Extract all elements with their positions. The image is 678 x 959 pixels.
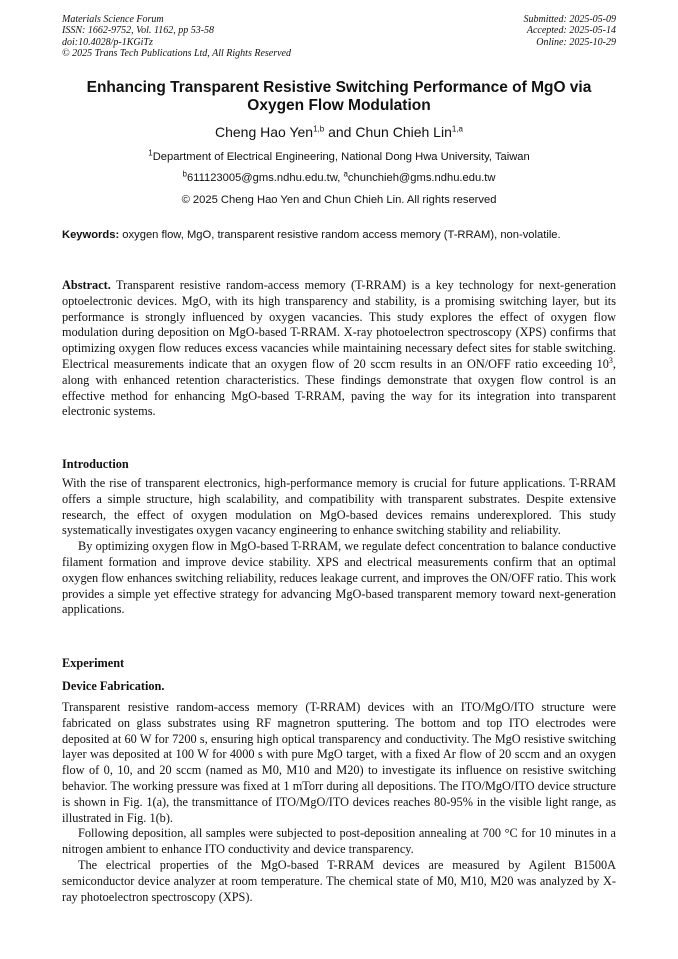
keywords-label: Keywords: bbox=[62, 229, 120, 241]
author-emails bbox=[62, 171, 616, 185]
paragraph: Following deposition, all samples were subjected to post-deposition annealing at 700 °C for 10 minutes in a nitrogen ambient to enhance ITO conductivity and device transparency. bbox=[62, 826, 616, 857]
paragraph: Transparent resistive random-access memory (T-RRAM) devices with an ITO/MgO/ITO structure were fabricated on glass substrates using RF magnetron sputtering. The bottom and top ITO electrodes were deposited at 60 W for 7200 s, ensuring high optical transparency and conductivity. The MgO resistive switching layer was deposited at 100 W for 4000 s with pure MgO target, with a fixed Ar flow of 20 sccm and an oxygen flow of 0, 10, and 20 sccm (named as M0, M10 and M20) to investigate its influence on resistive switching behavior. The working pressure was fixed at 1 mTorr during all depositions. The ITO/MgO/ITO device structure is shown in Fig. 1(a), the transmittance of ITO/MgO/ITO devices reaches 80-95% in the visible light range, as illustrated in Fig. 1(b). bbox=[62, 700, 616, 825]
author-1: Cheng Hao Yen bbox=[215, 124, 314, 140]
affiliation-text: Department of Electrical Engineering, National Dong Hwa University, Taiwan bbox=[152, 151, 530, 163]
author-conjunction: and bbox=[324, 124, 356, 140]
affiliation bbox=[62, 150, 616, 164]
abstract bbox=[62, 278, 616, 420]
abstract-text-2: , along with enhanced retention characteristics. These findings demonstrate that oxygen flow control is an effective method for enhancing MgO-based T-RRAM, paving the way for its integration into transparent electronic systems. bbox=[62, 356, 616, 419]
abstract-superscript: 3 bbox=[608, 355, 613, 365]
device-fabrication-heading: Device Fabrication. bbox=[62, 679, 165, 693]
abstract-text-1: Transparent resistive random-access memory (T-RRAM) is a key technology for next-generation optoelectronic devices. MgO, with its high transparency and stability, is a promising switching layer, but its performance is strongly influenced by oxygen vacancies. This study explores the effect of oxygen flow modulation during deposition on MgO-based T-RRAM. X-ray photoelectron spectroscopy (XPS) confirms that optimizing oxygen flow reduces excess vacancies while maintaining necessary defect sites for stable switching. Electrical measurements indicate that an oxygen flow of 20 sccm results in an ON/OFF ratio exceeding 10 bbox=[62, 278, 616, 371]
abstract-label: Abstract. bbox=[62, 278, 111, 292]
paragraph: By optimizing oxygen flow in MgO-based T-RRAM, we regulate defect concentration to balance conductive filament formation and improve device stability. XPS and electrical measurements confirm that an optimal oxygen flow enhances switching reliability, reduces leakage current, and improves the ON/OFF ratio. This work provides a simple yet effective strategy for advancing MgO-based transparent memory toward next-generation applications. bbox=[62, 539, 616, 617]
author-2-affil: 1,a bbox=[451, 124, 463, 134]
email-a: chunchieh@gms.ndhu.edu.tw bbox=[347, 172, 496, 184]
journal-doi: doi:10.4028/p-1KGiTz bbox=[62, 36, 153, 48]
submitted-date: Submitted: 2025-05-09 bbox=[523, 14, 616, 25]
paper-title: Enhancing Transparent Resistive Switching Performance of MgO via Oxygen Flow Modulation bbox=[86, 79, 592, 114]
publisher-copyright: © 2025 Trans Tech Publications Ltd, All Rights Reserved bbox=[62, 48, 291, 60]
affiliation-sup: 1 bbox=[148, 148, 153, 158]
author-line bbox=[62, 123, 616, 141]
introduction-body bbox=[62, 476, 616, 618]
introduction-heading: Introduction bbox=[62, 457, 129, 471]
paragraph: The electrical properties of the MgO-based T-RRAM devices are measured by Agilent B1500A semiconductor device analyzer at room temperature. The chemical state of M0, M10, M20 was analyzed by X-ray photoelectron spectroscopy (XPS). bbox=[62, 857, 616, 904]
author-copyright: © 2025 Cheng Hao Yen and Chun Chieh Lin. All rights reserved bbox=[181, 194, 497, 206]
author-1-affil: 1,b bbox=[313, 124, 325, 134]
keywords bbox=[62, 228, 616, 242]
author-2: Chun Chieh Lin bbox=[355, 124, 452, 140]
accepted-date: Accepted: 2025-05-14 bbox=[526, 25, 616, 37]
keywords-text: oxygen flow, MgO, transparent resistive random access memory (T-RRAM), non-volatile. bbox=[119, 229, 561, 241]
email-b-sup: b bbox=[182, 169, 187, 179]
journal-name: Materials Science Forum bbox=[62, 14, 164, 25]
journal-issn: ISSN: 1662-9752, Vol. 1162, pp 53-58 bbox=[62, 25, 215, 37]
journal-header-right bbox=[524, 14, 617, 48]
experiment-heading: Experiment bbox=[62, 656, 125, 670]
email-a-sup: a bbox=[343, 169, 348, 179]
email-b: 611123005@gms.ndhu.edu.tw, bbox=[186, 172, 344, 184]
experiment-body bbox=[62, 700, 616, 905]
journal-header-left bbox=[62, 14, 291, 60]
paragraph: With the rise of transparent electronics, high-performance memory is crucial for future applications. T-RRAM offers a simple structure, high scalability, and compatibility with transparent substrates. Despite extensive research, the effect of oxygen modulation on MgO-based devices remains underexplored. This study systematically investigates oxygen vacancy engineering to enhance switching stability and reliability. bbox=[62, 476, 616, 538]
online-date: Online: 2025-10-29 bbox=[536, 36, 616, 48]
